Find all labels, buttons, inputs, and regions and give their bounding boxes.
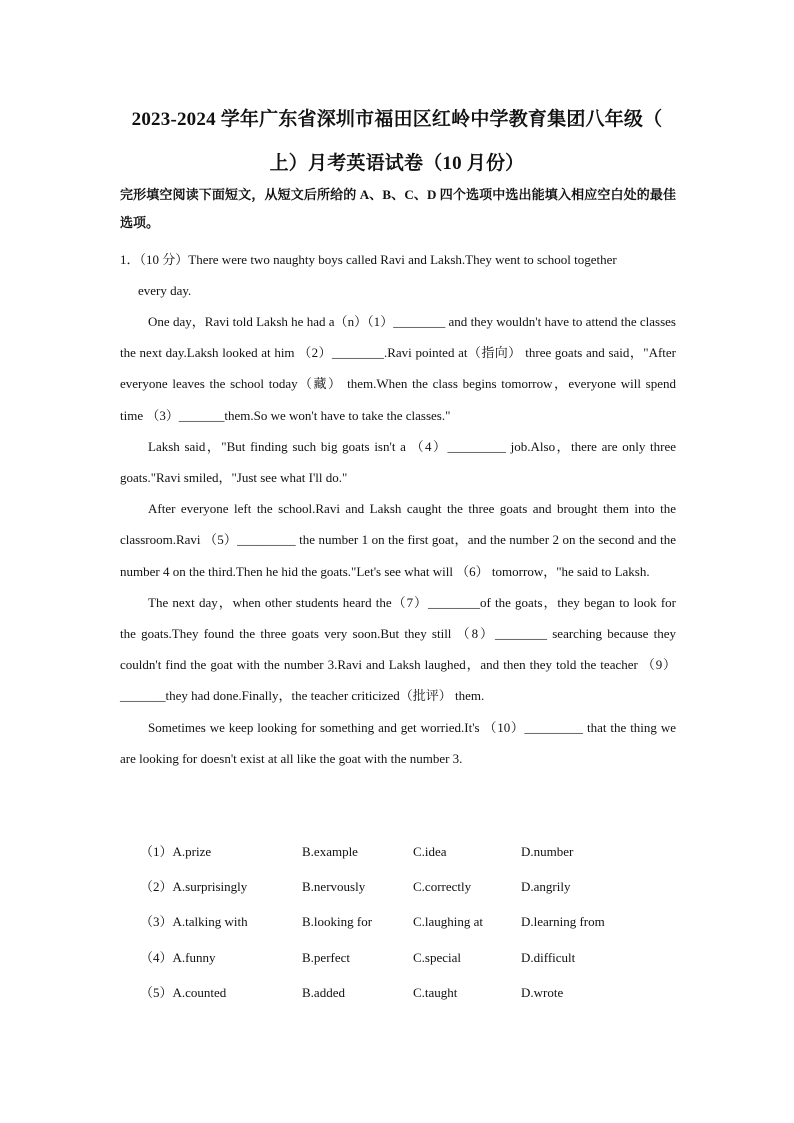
option-d: D.learning from bbox=[521, 914, 605, 930]
option-d: D.angrily bbox=[521, 879, 571, 895]
option-c: C.idea bbox=[413, 844, 447, 859]
option-a: （3）A.talking with bbox=[140, 914, 248, 930]
option-b: B.nervously bbox=[302, 879, 366, 895]
answer-options bbox=[140, 840, 660, 1016]
passage-paragraph: After everyone left the school.Ravi and Laksh caught the three goats and brought them into the classroom.Ravi （5）_________ the number 1 on the first goat，and the number 2 on the second and the number 4 on the third.Then he hid the goats."Let's see what will （6） tomorrow，"he said to Laksh. bbox=[120, 501, 676, 579]
option-a: （5）A.counted bbox=[140, 984, 227, 1000]
option-row bbox=[140, 946, 660, 981]
option-row bbox=[140, 910, 660, 945]
option-c: C.special bbox=[413, 949, 462, 965]
option-d: D.number bbox=[521, 844, 574, 859]
option-c: C.taught bbox=[413, 984, 458, 1000]
passage-paragraph: One day，Ravi told Laksh he had a（n）（1）________ and they wouldn't have to attend the classes the next day.Laksh looked at him （2）________.Ravi pointed at（指向） three goats and said，"After everyone leaves the school today（藏） them.When the class begins tomorrow，everyone will spend time （3）_______them.So we won't have to take the classes." bbox=[120, 314, 676, 423]
question-header bbox=[120, 244, 676, 306]
question-intro-continued: every day. bbox=[138, 283, 192, 298]
question-intro: 1．（10 分）There were two naughty boys called Ravi and Laksh.They went to school together bbox=[120, 252, 617, 267]
exam-title-line-1: 2023-2024 学年广东省深圳市福田区红岭中学教育集团八年级（ bbox=[131, 109, 663, 130]
option-b: B.added bbox=[302, 984, 345, 1000]
option-row bbox=[140, 840, 660, 875]
option-c: C.laughing at bbox=[413, 914, 484, 930]
option-b: B.example bbox=[302, 844, 358, 859]
option-row bbox=[140, 875, 660, 910]
option-d: D.difficult bbox=[521, 949, 576, 965]
passage-paragraph: The next day，when other students heard the（7）________of the goats，they began to look for the goats.They found the three goats very soon.But they still （8）________ searching because they couldn't find the goat with the number 3.Ravi and Laksh laughed，and then they told the teacher （9）_______they had done.Finally，the teacher criticized（批评） them. bbox=[120, 594, 676, 704]
option-d: D.wrote bbox=[521, 984, 564, 1000]
passage-paragraph: Sometimes we keep looking for something and get worried.It's （10）_________ that the thing we are looking for doesn't exist at all like the goat with the number 3. bbox=[120, 719, 676, 766]
option-c: C.correctly bbox=[413, 879, 472, 895]
section-instruction: 完形填空阅读下面短文，从短文后所给的 A、B、C、D 四个选项中选出能填入相应空白处的最佳选项。 bbox=[120, 187, 676, 230]
option-a: （1）A.prize bbox=[140, 844, 212, 859]
exam-title-line-2: 上）月考英语试卷（10 月份） bbox=[269, 153, 525, 174]
option-row bbox=[140, 981, 660, 1016]
cloze-passage bbox=[120, 306, 676, 774]
option-a: （2）A.surprisingly bbox=[140, 879, 248, 895]
option-b: B.looking for bbox=[302, 914, 373, 930]
option-a: （4）A.funny bbox=[140, 949, 216, 965]
passage-paragraph: Laksh said，"But finding such big goats isn't a （4）_________ job.Also，there are only three goats."Ravi smiled，"Just see what I'll do." bbox=[120, 438, 676, 486]
option-b: B.perfect bbox=[302, 949, 351, 965]
